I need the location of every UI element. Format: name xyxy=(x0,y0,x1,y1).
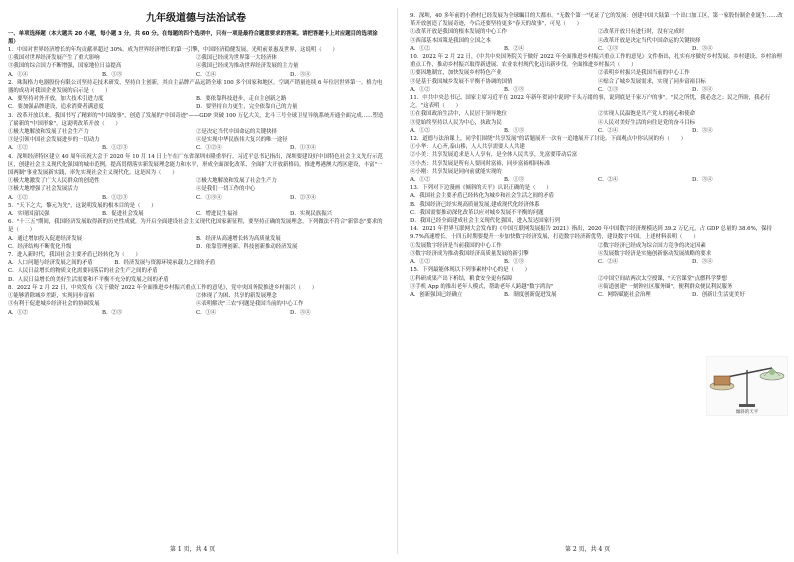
option-item: B．要依靠科技进步，走自主创新之路 xyxy=(196,96,287,103)
question-stem: 15．下列最能体现以下列事素材中心的是（ ） xyxy=(410,267,531,274)
answer-choices xyxy=(410,127,786,135)
answer-choice: A．①② xyxy=(410,177,431,184)
answer-choice: C．②③ xyxy=(598,86,619,93)
answer-choices xyxy=(410,45,786,53)
option-list xyxy=(8,292,384,308)
question-item xyxy=(410,184,786,225)
option-item: D．要坚持自力更生，完全依靠自己的力量 xyxy=(196,104,298,111)
question-stem: 6．"十三五"期间，我国经济发展取得新的历史性成就，为开启全面建设社会主义现代化国家新征程，要坚持正确的发展理念。下列做法不符合"新常态"要求的是（ ） xyxy=(8,219,383,234)
question-stem: 2．珠海格力电器股份有限公司坚持走技术研发，坚持自主创新，其自主品牌产品远销全球 100 多个国家和地区，空调产销量连续 6 年位居世界第一。格力电器的成功对我国企业发展的启示是（ ） xyxy=(8,79,383,95)
option-list xyxy=(8,54,384,70)
option-item: D．依靠管理创新、科技创新推动经济发展 xyxy=(196,243,298,250)
answer-choice: A．①② xyxy=(8,145,29,152)
option-item: ④改革开放是决定当代中国命运的关键抉择 xyxy=(598,37,701,44)
question-item xyxy=(8,284,384,317)
page-number-left: 第 1 页，共 4 页 xyxy=(170,546,216,553)
question-item xyxy=(8,79,384,112)
option-item: ④小刚：共享发展是同向前就能实现的 xyxy=(410,168,502,175)
option-item: ①能够消除城乡差距，实现同步富裕 xyxy=(8,293,95,300)
answer-choice: A．①② xyxy=(410,259,431,266)
option-list xyxy=(8,210,384,218)
answer-choice: A．①② xyxy=(410,86,431,93)
answer-choices xyxy=(8,194,384,202)
option-item: B．我国经济已经实现高质量发展,建成现代化经济体系 xyxy=(410,201,540,208)
option-item: ①改革开放是我国的根本发展的中心工作 xyxy=(410,29,508,36)
option-item: ②改革开放只有进行时，没有完成时 xyxy=(598,29,685,36)
question-item xyxy=(410,94,786,135)
question-stem: 12．道德与法治课上，同学们围绕"共享发展"的话题展开一次有一追地展开了讨论。下面观点中你认同的有（ ） xyxy=(410,136,686,143)
option-item: ③手机 App 的推出老年人模式，帮助老年人跨越"数字鸿沟" xyxy=(410,283,554,290)
answer-choice: C．②④ xyxy=(598,259,619,266)
option-item: A．实现国富民强 xyxy=(8,211,50,218)
option-list xyxy=(410,69,786,85)
cartoon-caption: 倾斜的天平 xyxy=(735,410,759,415)
option-item: D．我国已经全面建成社会主义现代化强国，进入发达国家行列 xyxy=(410,218,560,225)
answer-choice: B．①③ xyxy=(504,177,525,184)
answer-choice: C．①④ xyxy=(196,309,217,316)
option-item: C．经济结构不断优化升级 xyxy=(8,243,72,250)
option-list xyxy=(8,235,384,251)
right-question-list xyxy=(410,12,786,299)
option-item: ①要因地制宜，加快发展乡村特色产业 xyxy=(410,70,502,77)
option-item: ③数字经济成为推动我国经济高质量发展的新引擎 xyxy=(410,250,529,257)
option-item: ③极大地增强了社会发展活力 xyxy=(8,186,79,193)
left-column xyxy=(8,12,384,540)
option-list xyxy=(410,143,786,176)
answer-choice: B．①③ xyxy=(504,259,525,266)
answer-choice: D．②③④ xyxy=(290,194,316,201)
option-item: B．促进社会发展 xyxy=(102,211,144,218)
option-item: ④是实现中华民族伟大复兴的唯一途径 xyxy=(196,137,288,144)
cartoon-tilted-scale xyxy=(706,356,788,416)
option-item: A．我国社会主要矛盾已经转化为城乡和社会生活之间的矛盾 xyxy=(410,193,555,200)
answer-choice: A．①② xyxy=(8,309,29,316)
question-stem: 11．中共中央总书记、国家主席习近平在 2022 年新年贺词中说到"千头万绪的事，说到底是千家万户的事"。"民之所忧，我必念之；民之所盼，我必行之。"这表明（ ） xyxy=(410,95,771,110)
left-question-list xyxy=(8,46,384,317)
answer-choice: B．制度创新促进发展 xyxy=(504,291,557,298)
answer-choice: C．②④ xyxy=(196,71,217,78)
question-stem: 8．2022 年 2 月 22 日，中央发布《关于做好 2022 年全面推进乡村振兴重点工作的意见》，党中央国务院推进乡村振兴（ ） xyxy=(8,284,318,291)
option-item: ②是决定当代中国命运的关键抉择 xyxy=(196,129,277,136)
option-item: ③我国的综合国力不断增强，国家地位日益提高 xyxy=(8,63,122,70)
answer-choice: D．③④ xyxy=(692,177,713,184)
answer-choice: C．②④ xyxy=(598,177,619,184)
question-stem: 14．2021 年世界互联网大会发布的《中国互联网发展报告 2021》指出，2020 年中国数字经济规模达到 39.2 万亿元，占 GDP 总量的 38.6%，保持 9.7%高速增长。十四五时期要提升一步加快数字经济发展，打造数字经济新优势，建设数字中国。上述材料表明（ ） xyxy=(410,226,772,241)
option-item: ④街道创建"一刻钟社区服务圈"，便利群众便民利民服务 xyxy=(598,283,733,290)
answer-choices xyxy=(410,86,786,94)
answer-choice: B．②④ xyxy=(504,45,525,52)
answer-choice: C．①②④ xyxy=(196,145,222,152)
option-item: ②表明乡村振兴是我国当前的中心工作 xyxy=(598,70,690,77)
section-heading: 一、单项选择题（本大题共 20 小题，每小题 3 分，共 60 分。在每题的四个选项中，只有一项是最符合题意要求的答案。请把答题卡上对应题目的选项涂黑） xyxy=(8,31,378,45)
answer-choice: D．③④ xyxy=(692,127,713,134)
answer-choices xyxy=(8,71,384,79)
answer-choice: D．③④ xyxy=(290,71,311,78)
option-item: ①发展数字经济是当前我国的中心工作 xyxy=(410,242,502,249)
answer-choice: C．①③ xyxy=(598,45,619,52)
answer-choice: B．①③ xyxy=(504,127,525,134)
right-column xyxy=(410,12,786,540)
option-item: ②中国空间站两次太空授课，"天宫课堂"点燃科学梦想 xyxy=(598,275,727,282)
option-item: ④表明解决"三农"问题是我国当前的中心工作 xyxy=(196,301,304,308)
option-item: ④人民对美好生活的向往是党的奋斗目标 xyxy=(598,119,696,126)
option-item: B．经济从高速增长转为高质量发展 xyxy=(196,235,281,242)
option-list xyxy=(410,192,786,225)
question-item xyxy=(410,225,786,266)
answer-choice: B．①③ xyxy=(102,71,123,78)
option-item: C．要加强品牌建设，追求消费者满意度 xyxy=(8,104,104,111)
question-stem: 1．中国对世界经济增长的年均贡献率超过 30%，成为世界经济增长的第一引擎，中国经济稳健发展，光明前景惠及世界，这说明（ ） xyxy=(8,47,338,53)
answer-choice: A．①④ xyxy=(8,71,29,78)
answer-choice: A．①② xyxy=(410,45,431,52)
answer-choice: B．①②③ xyxy=(102,145,128,152)
option-list xyxy=(8,259,384,284)
option-item: A．人口问题与经济发展之间的矛盾 B．经济发展与资源环境承载力之间的矛盾 xyxy=(8,260,216,267)
option-item: A．通过增加投入促进经济发展 xyxy=(8,235,82,242)
page-divider xyxy=(397,8,398,554)
option-item: ③小杰：共享发展是所有人要同时富裕，同步富裕相同标准 xyxy=(410,160,551,167)
option-item: ④发展数字经济是实施创新驱动发展战略的要求 xyxy=(598,250,712,257)
option-list xyxy=(8,95,384,111)
question-item xyxy=(410,12,786,53)
option-item: C．人民日益增长的物质文化需要同落后的社会生产之间的矛盾 xyxy=(8,268,158,275)
question-item xyxy=(8,112,384,153)
option-item: ④我国已经成为推动世界经济发展的主力量 xyxy=(196,63,299,70)
question-item xyxy=(8,251,384,284)
option-item: ③西部基本国策是我国的立国之本 xyxy=(410,37,491,44)
answer-choices xyxy=(410,291,786,299)
option-list xyxy=(8,177,384,193)
answer-choice: C．网络赋能社会治理 xyxy=(598,291,651,298)
answer-choice: A．创新强国已经确立 xyxy=(410,291,463,298)
option-item: ①科研成果产出下析结，粮食安全更有保障 xyxy=(410,275,513,282)
answer-choice: B．②③ xyxy=(102,309,123,316)
option-item: ③是引领中国社会发展进步的一切动力 xyxy=(8,137,100,144)
option-list xyxy=(8,128,384,144)
option-list xyxy=(410,110,786,126)
question-item xyxy=(8,153,384,202)
answer-choices xyxy=(410,258,786,266)
answer-choice: B．①③ xyxy=(504,86,525,93)
option-item: ③是基于我国城乡发展不平衡不协调的国情 xyxy=(410,78,513,85)
answer-choice: A．①② xyxy=(410,127,431,134)
option-item: ①我国对世界经济发展产生了重大影响 xyxy=(8,55,100,62)
answer-choice: D．③④ xyxy=(290,309,311,316)
option-item: ①极大地激发了广大人民群众的创造性 xyxy=(8,178,100,185)
question-item xyxy=(410,135,786,184)
option-item: ①在我国政治生活中，人民居于领导地位 xyxy=(410,111,508,118)
answer-choice: C．①③④ xyxy=(196,194,222,201)
option-item: ②极大地解放和发展了社会生产力 xyxy=(196,178,277,185)
question-stem: 9．深圳，40 多年前的小渔村已经发展为全球瞩目的大都市。"无数个第一"见证了它的发展：创建中国大陆第一个出口加工区，第一家股份制企业诞生……改革开放创造了发展奇迹，今后还要坚持更多"春天的故事"，可见（ ） xyxy=(410,13,783,28)
option-item: ②体现了为困、共享的新发展理念 xyxy=(196,293,277,300)
question-stem: 10．2022 年 2 月 22 日，《中共中央国务院关于做好 2022 年全面推进乡村振兴重点工作的意见》文件指出，扎实有序做好乡村发展、乡村建设、乡村治理重点工作，推动乡村振兴取得新进展、农业农村现代化迈出新步伐。全面推进乡村振兴（ ） xyxy=(410,54,782,69)
question-stem: 13．下列对下边漫画《倾斜的天平》认识正确的是（ ） xyxy=(410,185,552,192)
option-item: ③党始终坚持以人民为中心，执政为民 xyxy=(410,119,502,126)
option-item: ②我国已经成为世界第一大经济体 xyxy=(196,55,277,62)
option-item: ②数字经济已经成为综合国力竞争的决定因素 xyxy=(598,242,706,249)
exam-title: 九年级道德与法治试卷 xyxy=(146,13,246,24)
question-item xyxy=(410,53,786,94)
answer-choices xyxy=(410,176,786,184)
answer-choice: B．①②③ xyxy=(102,194,128,201)
option-item: C．增进民生福祉 xyxy=(196,211,238,218)
option-item: D．人民日益增长的美好生活需要和不平衡不充分的发展之间的矛盾 xyxy=(8,276,169,283)
option-item: C．我国需要推动深化改革以应对城乡发展不平衡的问题 xyxy=(410,209,544,216)
answer-choice: A．①② xyxy=(8,194,29,201)
option-list xyxy=(410,242,786,258)
option-item: ②实现人民温饱是共产党人的初心和使命 xyxy=(598,111,696,118)
option-item: ①小华：人心齐,泰山移，人人共享需要人人共建 xyxy=(410,144,525,151)
question-item xyxy=(8,46,384,79)
answer-choice: D．创新让生活更美好 xyxy=(692,291,745,298)
answer-choice: C．②④ xyxy=(598,127,619,134)
question-item xyxy=(8,202,384,218)
question-stem: 7．进入新时代，我国社会主要矛盾已经转化为（ ） xyxy=(8,252,141,259)
question-stem: 3．改革开放以来，我国书写了精彩的"中国故事"，创造了发展的"中国奇迹"——GDP 突破 100 万亿大关，北斗三号全球卫星导航系统开通全面完成……塑造了崭新的"中国形象"。这说明改革开放（ ） xyxy=(8,112,384,127)
answer-choices xyxy=(8,309,384,317)
question-stem: 5．"天下之大，黎元为先"，这说明发展的根本目的是（ ） xyxy=(8,202,157,209)
option-item: ④是我们一切工作的中心 xyxy=(196,186,256,193)
option-item: ②小美：共享发展追求是人人享有，是全体人民共享，先富要带动后富 xyxy=(410,152,578,159)
question-item xyxy=(410,266,786,299)
answer-choices xyxy=(8,144,384,152)
answer-choice: D．③④ xyxy=(692,259,713,266)
question-stem: 4．深圳经济特区建立 40 周年庆祝大会于 2020 年 10 月 14 日上午在广东省深圳市隆重举行。习近平总书记指出，深圳要建设好中国特色社会主义先行示范区，创建社会主义现代化强国的城市范例，提高贯彻落实新发展理念能力和水平，形成全面深化改革、全面扩大开放新格局，推进粤港澳大湾区建设，丰富"一国两制"事业发展新实践，率先实现社会主义现代化。这是因为（ ） xyxy=(8,153,383,177)
answer-choice: D．③④ xyxy=(692,86,713,93)
option-item: A．要坚持对外开放，加大技术引进力度 xyxy=(8,96,104,103)
page-number-right: 第 2 页，共 4 页 xyxy=(565,546,611,553)
answer-choice: D．①③④ xyxy=(290,145,316,152)
option-list xyxy=(410,28,786,44)
option-item: ①极大地解放和发展了社会生产力 xyxy=(8,129,89,136)
answer-choice: D．③④ xyxy=(692,45,713,52)
option-item: ③有利于促进城乡经济社会的协调发展 xyxy=(8,301,100,308)
option-list xyxy=(410,275,786,291)
option-item: ④贴合了城乡发展需求，实现了同步富裕目标 xyxy=(598,78,706,85)
option-item: D．实现民族振兴 xyxy=(290,211,333,218)
question-item xyxy=(8,218,384,251)
